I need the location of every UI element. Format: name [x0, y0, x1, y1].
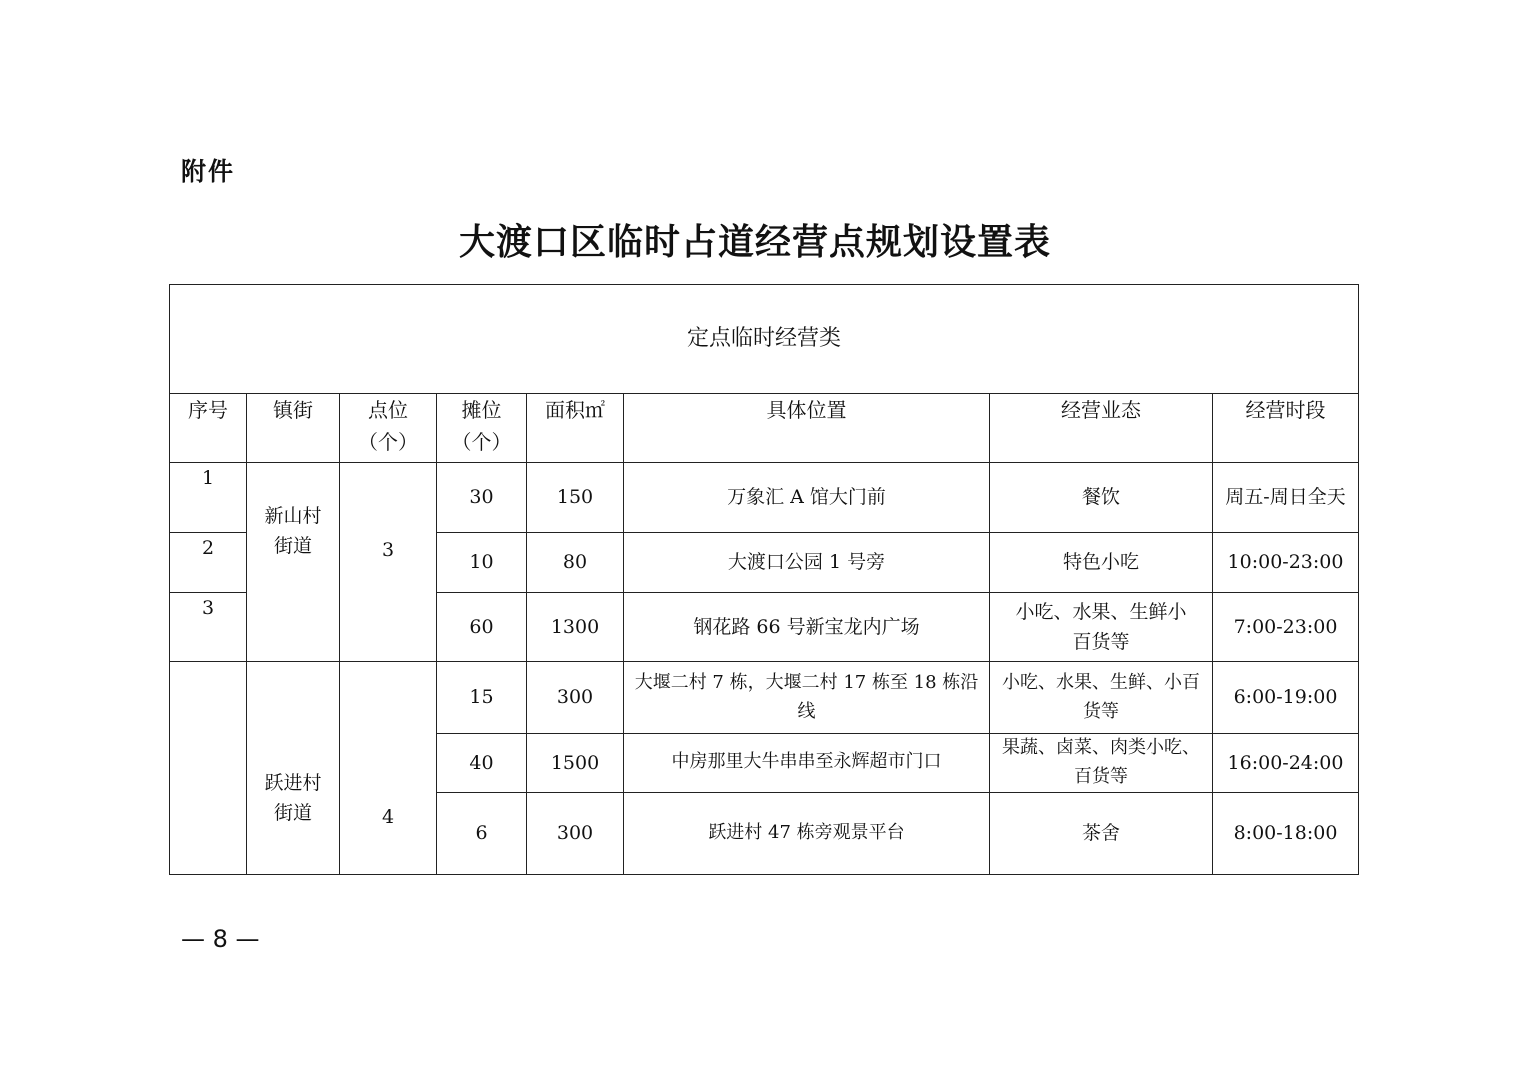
cell-location: 中房那里大牛串串至永辉超市门口 — [624, 734, 990, 793]
cell-stalls: 15 — [437, 662, 527, 734]
cell-stalls: 40 — [437, 734, 527, 793]
cell-location: 跃进村 47 栋旁观景平台 — [624, 792, 990, 874]
header-hours: 经营时段 — [1213, 394, 1359, 463]
cell-points: 4 — [340, 662, 437, 875]
section-title: 定点临时经营类 — [170, 285, 1359, 394]
table-row — [170, 463, 1359, 533]
header-row — [170, 394, 1359, 463]
cell-area: 300 — [527, 792, 624, 874]
header-stalls: 摊位 （个） — [437, 394, 527, 463]
cell-seq: 3 — [170, 593, 247, 662]
header-location: 具体位置 — [624, 394, 990, 463]
cell-area: 80 — [527, 533, 624, 593]
cell-hours: 8:00-18:00 — [1213, 792, 1359, 874]
cell-hours: 周五-周日全天 — [1213, 463, 1359, 533]
cell-location: 大堰二村 7 栋，大堰二村 17 栋至 18 栋沿线 — [624, 662, 990, 734]
cell-area: 150 — [527, 463, 624, 533]
cell-street: 新山村 街道 — [247, 463, 340, 662]
cell-location: 钢花路 66 号新宝龙内广场 — [624, 593, 990, 662]
cell-area: 1500 — [527, 734, 624, 793]
header-points: 点位 （个） — [340, 394, 437, 463]
header-street: 镇街 — [247, 394, 340, 463]
cell-hours: 6:00-19:00 — [1213, 662, 1359, 734]
cell-stalls: 10 — [437, 533, 527, 593]
cell-business: 茶舍 — [990, 792, 1213, 874]
cell-business: 餐饮 — [990, 463, 1213, 533]
header-area: 面积㎡ — [527, 394, 624, 463]
cell-business: 小吃、水果、生鲜小百货等 — [990, 593, 1213, 662]
cell-hours: 10:00-23:00 — [1213, 533, 1359, 593]
cell-hours: 7:00-23:00 — [1213, 593, 1359, 662]
cell-stalls: 6 — [437, 792, 527, 874]
cell-stalls: 60 — [437, 593, 527, 662]
cell-stalls: 30 — [437, 463, 527, 533]
cell-area: 300 — [527, 662, 624, 734]
cell-seq — [170, 662, 247, 875]
header-seq: 序号 — [170, 394, 247, 463]
cell-seq: 2 — [170, 533, 247, 593]
page-number: — 8 — — [181, 925, 260, 953]
document-title: 大渡口区临时占道经营点规划设置表 — [458, 222, 1051, 263]
cell-hours: 16:00-24:00 — [1213, 734, 1359, 793]
table-row — [170, 662, 1359, 734]
header-business: 经营业态 — [990, 394, 1213, 463]
cell-location: 大渡口公园 1 号旁 — [624, 533, 990, 593]
cell-business: 果蔬、卤菜、肉类小吃、百货等 — [990, 734, 1213, 793]
cell-location: 万象汇 A 馆大门前 — [624, 463, 990, 533]
settings-table — [169, 284, 1359, 875]
cell-business: 特色小吃 — [990, 533, 1213, 593]
cell-street: 跃进村 街道 — [247, 662, 340, 875]
cell-points: 3 — [340, 463, 437, 662]
cell-area: 1300 — [527, 593, 624, 662]
attachment-label: 附件 — [181, 157, 236, 186]
cell-seq: 1 — [170, 463, 247, 533]
cell-business: 小吃、水果、生鲜、小百货等 — [990, 662, 1213, 734]
